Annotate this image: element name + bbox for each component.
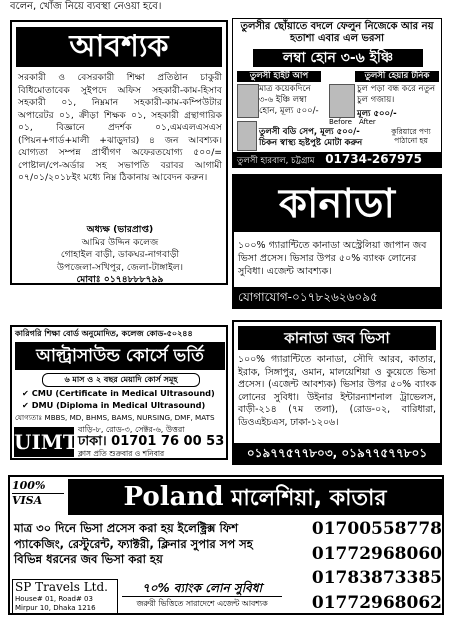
person-photo-hair	[329, 84, 355, 118]
ad-tulsi-slim-note: তুলসী বডি সেপ, মূল্য ৫০০/- চিকন স্বাস্থ্য হৃষ্টপুষ্ট মোটা করুন	[259, 127, 363, 148]
phone-number: 01772968062	[311, 592, 442, 613]
ad-tulsi	[232, 18, 442, 168]
top-news-line: বলেন, খোঁজ নিয়ে ব্যবস্থা নেওয়া হবে।	[10, 1, 162, 12]
ad-abosshok-body: সরকারী ও বেসরকারী শিক্ষা প্রতিষ্ঠান চাকুরী বিধিমোতাবেক সুইপদে অফিস সহকারী-কাম-হিসাব সহকারী ০১, নিম্নমান সহকারী-কাম-কম্পিউটার অপারেটর ০১, ক্রীড়া শিক্ষক ০১, সহকারী গ্রন্থাগারিক ০১, বিজ্ঞানে প্রদর্শক ০১,এমএলএসএস (পিয়ন+গার্ড+মালী +ঝাড়ুদার) ৪ জন আবশ্যক। যোগ্যতা সম্পন্ন প্রার্থীগণ অফেরতযোগ্য ৫০০/= পোষ্টাল/পে-অর্ডার সহ সভাপতি বরাবর আগামী ০৭/০১/২০১৮ইং মধ্যে নিম্ন ঠিকানায় আবেদন করুন।	[18, 72, 222, 183]
ad-canada-phone	[234, 287, 440, 307]
ad-poland-heading-latin: Poland	[123, 482, 224, 512]
ad-canada-job-heading: কানাডা জব ভিসা	[238, 326, 436, 350]
ad-ultrasound-address: বাড়ি-৮, রোড-৩, সেক্টর-৬, উত্তরা	[78, 425, 185, 434]
signatory-phone: মোবাঃ ০১৭৪৮৮৮৭৯৯	[76, 274, 164, 285]
ad-canada-job-body: ১০০% গ্যারান্টিতে কানাডা, সৌদি আরব, কাতার, ইরাক, সিঙ্গাপুর, ওমান, মালয়েশিয়া ও কুয়েতে ভিসা প্রসেস। (এজেন্ট আবশ্যক) ভিসার উপর ৫০% ব্যাংক লোনের সুবিধা। উইনার ইন্টারন্যাশনাল ট্রাভেলস, বাড়ী-২১৪ (৭ম তলা), (রোড-০২, বারিধারা, ডিওএইচএস, ঢাকা-১২০৬।	[238, 354, 436, 428]
ad-poland-loan: ৭০% ব্যাংক লোন সুবিধা	[122, 580, 282, 597]
company-address-line: House# 01, Road# 03	[15, 595, 93, 603]
ad-tulsi-tonic-pill: তুলসী হেয়ার টনিক	[355, 71, 439, 82]
ad-ultrasound	[10, 325, 228, 460]
signatory-title: অধ্যক্ষ (ভারপ্রাপ্ত)	[86, 224, 154, 235]
uimt-logo: UIMT	[14, 427, 74, 457]
ad-tulsi-footer-phone: 01734-267975	[325, 152, 423, 166]
ad-poland	[8, 475, 444, 615]
course-item: ✔ DMU (Diploma in Medical Ultrasound)	[22, 400, 206, 410]
phone-number: 01772968060	[311, 543, 442, 564]
ad-canada-body: ১০০% গ্যারান্টিতে কানাডা অস্ট্রেলিয়া জাপান জব ভিসা প্রসেস। ভিসার উপর ৫০% ব্যাংক লোনের সুবিধা। এজেন্ট আবশ্যক।	[238, 240, 427, 277]
course-dmu: DMU (Diploma in Medical Ultrasound)	[31, 400, 206, 410]
ad-tulsi-hair-note: চুল পড়া বন্ধ করে নতুন চুল গজায়।	[357, 84, 436, 105]
ad-canada-job-phone: ০১৯৭৭৫৭৭৮০৩, ০১৯৭৭৫৭৭৮০১	[234, 443, 440, 463]
signatory-line: আমির উদ্দিন কলেজ	[81, 236, 159, 248]
company-box	[12, 579, 118, 615]
person-photo-before	[237, 84, 259, 118]
visa-badge-label: VISA	[12, 493, 64, 507]
ad-poland-heading	[68, 479, 442, 515]
ad-poland-heading-bn: মালেশিয়া, কাতার	[223, 486, 387, 511]
course-item: ✔ CMU (Certificate in Medical Ultrasound)	[22, 388, 215, 398]
ad-tulsi-footer-name: তুলসী হারবাল, চট্টগ্রাম	[237, 156, 315, 166]
ad-ultrasound-subheading: ৬ মাস ও ২ বছর মেয়াদি কোর্স সমূহ	[42, 373, 200, 387]
ad-tulsi-height-pill: তুলসী হাইট আপ	[237, 71, 321, 82]
ad-poland-agent-note: জরুরী ভিত্তিতে সারাদেশে এজেন্ট আবশ্যক	[136, 599, 268, 608]
visa-badge-percent: 100%	[12, 479, 46, 492]
ad-abosshok	[10, 20, 228, 285]
ad-tulsi-tonic-price: মূল্য ৫০০/-	[357, 109, 397, 119]
ad-canada-job-visa	[232, 320, 442, 465]
ad-ultrasound-heading: আল্ট্রাসাউন্ড কোর্সে ভর্তি	[15, 342, 225, 370]
ad-abosshok-signatory	[18, 224, 222, 285]
signatory-line: গোহাইল বাড়ী, ডাকঘর-নাগবাড়ী	[60, 249, 180, 260]
ad-poland-body: মাত্র ৩০ দিনে ভিসা প্রসেস করা হয় ইলেক্ট্রিক্স ফিশ প্যাকেজিং, রেস্টুরেন্ট, ফ্যাক্টরী, ক্লিনার সুপার সপ সহ বিভিন্ন ধরনের জব ভিসা করা হয়	[14, 521, 253, 566]
person-photo-body	[237, 121, 257, 151]
ad-ultrasound-approval: কারিগরি শিক্ষা বোর্ড অনুমোদিত, কলেজ কোড-৫০২৪৪	[15, 329, 193, 338]
ad-ultrasound-phone: ঢাকা। 01701 76 00 53	[78, 434, 225, 449]
company-name: SP Travels Ltd.	[15, 580, 108, 594]
ad-poland-phones	[288, 517, 442, 615]
ad-canada	[232, 174, 442, 309]
after-label: After	[359, 118, 376, 126]
phone-number: 01783873385	[311, 568, 442, 588]
course-cmu: CMU (Certificate in Medical Ultrasound)	[31, 388, 215, 398]
ad-canada-phone-text: যোগাযোগ-০১৭৮২৬২৬০৯৫	[238, 290, 378, 304]
signatory-line: উপজেলা-সখিপুর, জেলা-টাঙ্গাইল।	[56, 261, 184, 273]
ad-canada-heading: কানাডা	[234, 176, 440, 232]
before-label: Before	[329, 118, 352, 126]
ad-tulsi-intro: তুলসীর ছোঁয়াতে বদলে ফেলুন নিজেকে আর নয় হতাশা এবার এল ভরসা	[240, 21, 434, 44]
ad-tulsi-headline: লম্বা হোন ৩-৬ ইঞ্চি	[253, 49, 423, 67]
ad-tulsi-height-note: মাত্র কয়েকদিনে ৩-৬ ইঞ্চি লম্বা হোন, মূল্য ৫০০/-	[259, 84, 319, 116]
ad-ultrasound-qualification: যোগ্যতাঃ MBBS, MD, BHMS, BAMS, NURSING, DMF, MATS	[15, 413, 215, 422]
ad-tulsi-courier-note: কুরিয়ারে পণ্য পাঠানো হয়	[391, 127, 431, 145]
ad-abosshok-heading: আবশ্যক	[16, 27, 222, 67]
company-address-line: Mirpur 10, Dhaka 1216	[15, 604, 96, 612]
ad-ultrasound-days: ক্লাস প্রতি শুক্রবার ও শনিবার	[78, 449, 165, 458]
phone-number: 01700558778	[311, 519, 442, 539]
ad-tulsi-footer	[233, 152, 441, 167]
